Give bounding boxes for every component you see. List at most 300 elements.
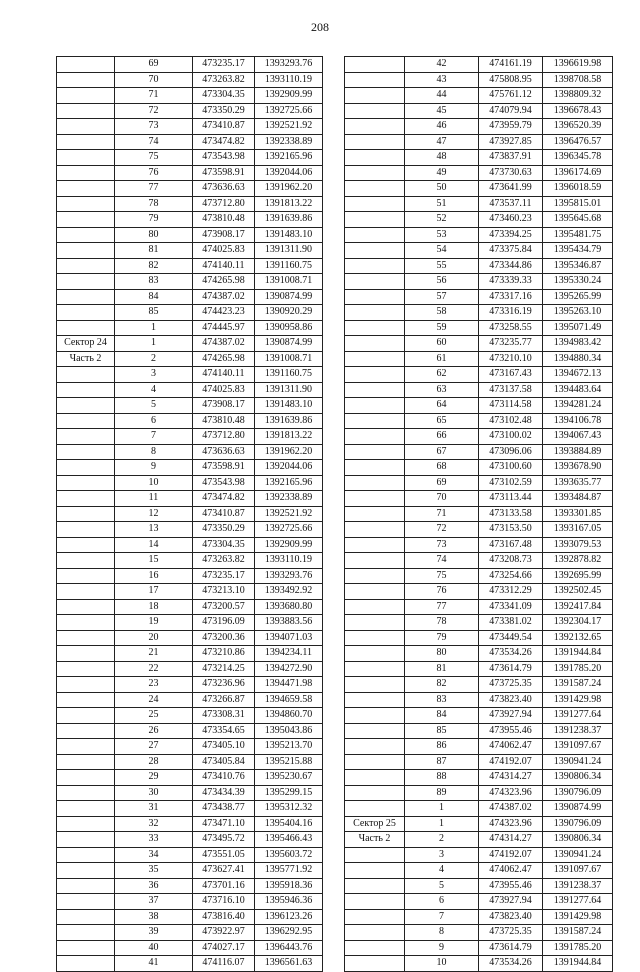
point-number-cell: 78 xyxy=(115,196,193,212)
sector-cell xyxy=(345,599,405,615)
y-coordinate-cell: 1390806.34 xyxy=(543,832,613,848)
x-coordinate-cell: 473471.10 xyxy=(193,816,255,832)
point-number-cell: 44 xyxy=(405,88,479,104)
x-coordinate-cell: 473210.10 xyxy=(479,351,543,367)
point-number-cell: 7 xyxy=(405,909,479,925)
table-row xyxy=(345,692,613,708)
x-coordinate-cell: 473636.63 xyxy=(193,181,255,197)
table-row xyxy=(57,72,323,88)
sector-cell xyxy=(345,739,405,755)
x-coordinate-cell: 474079.94 xyxy=(479,103,543,119)
table-row xyxy=(345,646,613,662)
sector-cell xyxy=(57,134,115,150)
table-row xyxy=(57,103,323,119)
point-number-cell: 5 xyxy=(115,398,193,414)
point-number-cell: 80 xyxy=(115,227,193,243)
sector-cell xyxy=(345,475,405,491)
y-coordinate-cell: 1395265.99 xyxy=(543,289,613,305)
point-number-cell: 6 xyxy=(405,894,479,910)
point-number-cell: 87 xyxy=(405,754,479,770)
x-coordinate-cell: 473153.50 xyxy=(479,522,543,538)
point-number-cell: 46 xyxy=(405,119,479,135)
table-row xyxy=(57,878,323,894)
sector-cell xyxy=(345,568,405,584)
y-coordinate-cell: 1392417.84 xyxy=(543,599,613,615)
point-number-cell: 43 xyxy=(405,72,479,88)
x-coordinate-cell: 473266.87 xyxy=(193,692,255,708)
point-number-cell: 69 xyxy=(405,475,479,491)
point-number-cell: 10 xyxy=(405,956,479,972)
y-coordinate-cell: 1395330.24 xyxy=(543,274,613,290)
point-number-cell: 39 xyxy=(115,925,193,941)
y-coordinate-cell: 1391311.90 xyxy=(255,243,323,259)
y-coordinate-cell: 1395215.88 xyxy=(255,754,323,770)
sector-cell xyxy=(57,258,115,274)
table-row xyxy=(345,568,613,584)
point-number-cell: 3 xyxy=(115,367,193,383)
y-coordinate-cell: 1391429.98 xyxy=(543,692,613,708)
point-number-cell: 84 xyxy=(405,708,479,724)
y-coordinate-cell: 1395263.10 xyxy=(543,305,613,321)
point-number-cell: 63 xyxy=(405,382,479,398)
table-row xyxy=(57,165,323,181)
x-coordinate-cell: 473725.35 xyxy=(479,925,543,941)
sector-cell xyxy=(57,88,115,104)
y-coordinate-cell: 1390796.09 xyxy=(543,785,613,801)
x-coordinate-cell: 473614.79 xyxy=(479,661,543,677)
y-coordinate-cell: 1394471.98 xyxy=(255,677,323,693)
point-number-cell: 77 xyxy=(115,181,193,197)
point-number-cell: 23 xyxy=(115,677,193,693)
point-number-cell: 89 xyxy=(405,785,479,801)
x-coordinate-cell: 473927.85 xyxy=(479,134,543,150)
table-row xyxy=(57,119,323,135)
x-coordinate-cell: 473405.84 xyxy=(193,754,255,770)
sector-cell xyxy=(57,553,115,569)
point-number-cell: 15 xyxy=(115,553,193,569)
sector-cell xyxy=(57,832,115,848)
sector-cell xyxy=(57,816,115,832)
x-coordinate-cell: 473495.72 xyxy=(193,832,255,848)
sector-cell xyxy=(57,320,115,336)
point-number-cell: 69 xyxy=(115,57,193,73)
table-row xyxy=(57,832,323,848)
table-row xyxy=(57,320,323,336)
point-number-cell: 10 xyxy=(115,475,193,491)
point-number-cell: 24 xyxy=(115,692,193,708)
table-row xyxy=(345,103,613,119)
point-number-cell: 78 xyxy=(405,615,479,631)
x-coordinate-cell: 474423.23 xyxy=(193,305,255,321)
x-coordinate-cell: 474323.96 xyxy=(479,816,543,832)
y-coordinate-cell: 1396520.39 xyxy=(543,119,613,135)
y-coordinate-cell: 1395213.70 xyxy=(255,739,323,755)
x-coordinate-cell: 473167.43 xyxy=(479,367,543,383)
sector-cell xyxy=(57,940,115,956)
y-coordinate-cell: 1391587.24 xyxy=(543,925,613,941)
sector-cell xyxy=(57,537,115,553)
table-row xyxy=(345,72,613,88)
sector-cell xyxy=(345,723,405,739)
table-row xyxy=(57,894,323,910)
sector-cell xyxy=(57,956,115,972)
point-number-cell: 12 xyxy=(115,506,193,522)
x-coordinate-cell: 473308.31 xyxy=(193,708,255,724)
y-coordinate-cell: 1395603.72 xyxy=(255,847,323,863)
y-coordinate-cell: 1391962.20 xyxy=(255,444,323,460)
y-coordinate-cell: 1391277.64 xyxy=(543,894,613,910)
sector-cell xyxy=(57,801,115,817)
table-row xyxy=(57,475,323,491)
x-coordinate-cell: 474323.96 xyxy=(479,785,543,801)
table-row xyxy=(57,429,323,445)
table-row xyxy=(57,336,323,352)
table-row xyxy=(57,847,323,863)
point-number-cell: 9 xyxy=(115,460,193,476)
sector-cell xyxy=(345,537,405,553)
table-row xyxy=(57,785,323,801)
sector-cell xyxy=(57,243,115,259)
sector-cell xyxy=(345,382,405,398)
sector-cell xyxy=(345,708,405,724)
point-number-cell: 53 xyxy=(405,227,479,243)
y-coordinate-cell: 1391097.67 xyxy=(543,739,613,755)
table-row xyxy=(345,739,613,755)
y-coordinate-cell: 1391785.20 xyxy=(543,661,613,677)
point-number-cell: 60 xyxy=(405,336,479,352)
x-coordinate-cell: 474387.02 xyxy=(479,801,543,817)
sector-cell xyxy=(345,398,405,414)
point-number-cell: 64 xyxy=(405,398,479,414)
y-coordinate-cell: 1395071.49 xyxy=(543,320,613,336)
table-row xyxy=(57,522,323,538)
y-coordinate-cell: 1394860.70 xyxy=(255,708,323,724)
point-number-cell: 48 xyxy=(405,150,479,166)
point-number-cell: 38 xyxy=(115,909,193,925)
y-coordinate-cell: 1391311.90 xyxy=(255,382,323,398)
sector-cell xyxy=(345,444,405,460)
table-row xyxy=(345,398,613,414)
point-number-cell: 71 xyxy=(115,88,193,104)
y-coordinate-cell: 1394483.64 xyxy=(543,382,613,398)
sector-cell: Часть 2 xyxy=(345,832,405,848)
sector-cell xyxy=(57,57,115,73)
sector-cell xyxy=(57,925,115,941)
point-number-cell: 31 xyxy=(115,801,193,817)
y-coordinate-cell: 1393635.77 xyxy=(543,475,613,491)
y-coordinate-cell: 1394071.03 xyxy=(255,630,323,646)
point-number-cell: 62 xyxy=(405,367,479,383)
x-coordinate-cell: 473394.25 xyxy=(479,227,543,243)
table-row xyxy=(345,382,613,398)
x-coordinate-cell: 473598.91 xyxy=(193,165,255,181)
x-coordinate-cell: 473102.48 xyxy=(479,413,543,429)
sector-cell xyxy=(345,925,405,941)
table-row xyxy=(57,599,323,615)
y-coordinate-cell: 1391785.20 xyxy=(543,940,613,956)
sector-cell: Сектор 25 xyxy=(345,816,405,832)
point-number-cell: 33 xyxy=(115,832,193,848)
y-coordinate-cell: 1393110.19 xyxy=(255,553,323,569)
sector-cell xyxy=(345,196,405,212)
sector-cell xyxy=(57,382,115,398)
y-coordinate-cell: 1393492.92 xyxy=(255,584,323,600)
point-number-cell: 70 xyxy=(115,72,193,88)
table-row xyxy=(345,816,613,832)
y-coordinate-cell: 1390920.29 xyxy=(255,305,323,321)
y-coordinate-cell: 1391639.86 xyxy=(255,413,323,429)
x-coordinate-cell: 473449.54 xyxy=(479,630,543,646)
table-row xyxy=(345,770,613,786)
sector-cell xyxy=(57,615,115,631)
sector-cell xyxy=(345,367,405,383)
point-number-cell: 27 xyxy=(115,739,193,755)
sector-cell xyxy=(57,677,115,693)
y-coordinate-cell: 1395346.87 xyxy=(543,258,613,274)
sector-cell xyxy=(345,584,405,600)
sector-cell xyxy=(57,367,115,383)
sector-cell xyxy=(57,444,115,460)
point-number-cell: 30 xyxy=(115,785,193,801)
x-coordinate-cell: 473114.58 xyxy=(479,398,543,414)
y-coordinate-cell: 1392338.89 xyxy=(255,134,323,150)
y-coordinate-cell: 1395481.75 xyxy=(543,227,613,243)
point-number-cell: 66 xyxy=(405,429,479,445)
point-number-cell: 42 xyxy=(405,57,479,73)
x-coordinate-cell: 473543.98 xyxy=(193,475,255,491)
table-row xyxy=(345,506,613,522)
sector-cell xyxy=(57,661,115,677)
y-coordinate-cell: 1390874.99 xyxy=(543,801,613,817)
y-coordinate-cell: 1393293.76 xyxy=(255,57,323,73)
x-coordinate-cell: 473208.73 xyxy=(479,553,543,569)
sector-cell xyxy=(345,320,405,336)
x-coordinate-cell: 473823.40 xyxy=(479,909,543,925)
table-row xyxy=(57,351,323,367)
x-coordinate-cell: 473213.10 xyxy=(193,584,255,600)
sector-cell xyxy=(345,506,405,522)
x-coordinate-cell: 474140.11 xyxy=(193,367,255,383)
sector-cell xyxy=(57,413,115,429)
y-coordinate-cell: 1394672.13 xyxy=(543,367,613,383)
sector-cell xyxy=(57,150,115,166)
sector-cell xyxy=(345,336,405,352)
y-coordinate-cell: 1395404.16 xyxy=(255,816,323,832)
table-row xyxy=(57,444,323,460)
sector-cell xyxy=(57,863,115,879)
point-number-cell: 20 xyxy=(115,630,193,646)
point-number-cell: 51 xyxy=(405,196,479,212)
point-number-cell: 80 xyxy=(405,646,479,662)
point-number-cell: 57 xyxy=(405,289,479,305)
sector-cell xyxy=(345,165,405,181)
y-coordinate-cell: 1391587.24 xyxy=(543,677,613,693)
x-coordinate-cell: 473460.23 xyxy=(479,212,543,228)
table-row xyxy=(345,150,613,166)
table-row xyxy=(345,475,613,491)
x-coordinate-cell: 473701.16 xyxy=(193,878,255,894)
sector-cell xyxy=(57,506,115,522)
y-coordinate-cell: 1394983.42 xyxy=(543,336,613,352)
table-row xyxy=(345,553,613,569)
point-number-cell: 1 xyxy=(115,320,193,336)
sector-cell xyxy=(57,599,115,615)
point-number-cell: 81 xyxy=(115,243,193,259)
y-coordinate-cell: 1395434.79 xyxy=(543,243,613,259)
sector-cell xyxy=(345,553,405,569)
table-row xyxy=(345,243,613,259)
table-row xyxy=(345,134,613,150)
table-row xyxy=(57,816,323,832)
point-number-cell: 73 xyxy=(115,119,193,135)
table-row xyxy=(345,119,613,135)
table-row xyxy=(345,677,613,693)
y-coordinate-cell: 1393079.53 xyxy=(543,537,613,553)
point-number-cell: 6 xyxy=(115,413,193,429)
point-number-cell: 65 xyxy=(405,413,479,429)
x-coordinate-cell: 473410.87 xyxy=(193,506,255,522)
table-row xyxy=(345,847,613,863)
x-coordinate-cell: 473410.87 xyxy=(193,119,255,135)
x-coordinate-cell: 474062.47 xyxy=(479,739,543,755)
x-coordinate-cell: 473341.09 xyxy=(479,599,543,615)
point-number-cell: 35 xyxy=(115,863,193,879)
x-coordinate-cell: 474265.98 xyxy=(193,274,255,290)
table-row xyxy=(57,398,323,414)
sector-cell xyxy=(345,243,405,259)
sector-cell xyxy=(57,522,115,538)
point-number-cell: 68 xyxy=(405,460,479,476)
x-coordinate-cell: 473200.57 xyxy=(193,599,255,615)
table-row xyxy=(57,274,323,290)
sector-cell xyxy=(345,134,405,150)
y-coordinate-cell: 1391944.84 xyxy=(543,956,613,972)
sector-cell xyxy=(57,212,115,228)
x-coordinate-cell: 474025.83 xyxy=(193,243,255,259)
table-row xyxy=(345,320,613,336)
table-row xyxy=(345,925,613,941)
x-coordinate-cell: 473350.29 xyxy=(193,522,255,538)
point-number-cell: 5 xyxy=(405,878,479,894)
table-row xyxy=(57,801,323,817)
y-coordinate-cell: 1392132.65 xyxy=(543,630,613,646)
point-number-cell: 9 xyxy=(405,940,479,956)
x-coordinate-cell: 473810.48 xyxy=(193,413,255,429)
x-coordinate-cell: 474387.02 xyxy=(193,336,255,352)
point-number-cell: 2 xyxy=(405,832,479,848)
x-coordinate-cell: 473100.02 xyxy=(479,429,543,445)
sector-cell xyxy=(345,212,405,228)
point-number-cell: 54 xyxy=(405,243,479,259)
table-row xyxy=(345,584,613,600)
y-coordinate-cell: 1391238.37 xyxy=(543,878,613,894)
x-coordinate-cell: 474062.47 xyxy=(479,863,543,879)
x-coordinate-cell: 473534.26 xyxy=(479,956,543,972)
table-body xyxy=(57,57,323,972)
table-row xyxy=(345,863,613,879)
sector-cell xyxy=(57,692,115,708)
x-coordinate-cell: 473317.16 xyxy=(479,289,543,305)
sector-cell xyxy=(57,196,115,212)
y-coordinate-cell: 1394234.11 xyxy=(255,646,323,662)
x-coordinate-cell: 474387.02 xyxy=(193,289,255,305)
y-coordinate-cell: 1395299.15 xyxy=(255,785,323,801)
x-coordinate-cell: 473316.19 xyxy=(479,305,543,321)
x-coordinate-cell: 473823.40 xyxy=(479,692,543,708)
point-number-cell: 37 xyxy=(115,894,193,910)
y-coordinate-cell: 1392878.82 xyxy=(543,553,613,569)
y-coordinate-cell: 1392304.17 xyxy=(543,615,613,631)
y-coordinate-cell: 1390958.86 xyxy=(255,320,323,336)
table-row xyxy=(57,57,323,73)
point-number-cell: 84 xyxy=(115,289,193,305)
y-coordinate-cell: 1398708.58 xyxy=(543,72,613,88)
y-coordinate-cell: 1393301.85 xyxy=(543,506,613,522)
point-number-cell: 11 xyxy=(115,491,193,507)
x-coordinate-cell: 473730.63 xyxy=(479,165,543,181)
x-coordinate-cell: 473096.06 xyxy=(479,444,543,460)
sector-cell xyxy=(345,150,405,166)
sector-cell xyxy=(57,878,115,894)
sector-cell xyxy=(57,630,115,646)
point-number-cell: 34 xyxy=(115,847,193,863)
sector-cell xyxy=(57,305,115,321)
table-row xyxy=(345,258,613,274)
point-number-cell: 76 xyxy=(405,584,479,600)
point-number-cell: 28 xyxy=(115,754,193,770)
point-number-cell: 25 xyxy=(115,708,193,724)
table-row xyxy=(345,351,613,367)
x-coordinate-cell: 473375.84 xyxy=(479,243,543,259)
y-coordinate-cell: 1393484.87 xyxy=(543,491,613,507)
point-number-cell: 1 xyxy=(115,336,193,352)
x-coordinate-cell: 473133.58 xyxy=(479,506,543,522)
sector-cell xyxy=(345,258,405,274)
x-coordinate-cell: 474116.07 xyxy=(193,956,255,972)
point-number-cell: 72 xyxy=(405,522,479,538)
sector-cell xyxy=(345,909,405,925)
x-coordinate-cell: 473434.39 xyxy=(193,785,255,801)
table-row xyxy=(57,227,323,243)
sector-cell: Сектор 24 xyxy=(57,336,115,352)
y-coordinate-cell: 1390874.99 xyxy=(255,289,323,305)
table-row xyxy=(345,57,613,73)
table-row xyxy=(345,894,613,910)
x-coordinate-cell: 473712.80 xyxy=(193,196,255,212)
x-coordinate-cell: 473922.97 xyxy=(193,925,255,941)
point-number-cell: 81 xyxy=(405,661,479,677)
table-row xyxy=(57,692,323,708)
y-coordinate-cell: 1392521.92 xyxy=(255,119,323,135)
x-coordinate-cell: 474314.27 xyxy=(479,832,543,848)
x-coordinate-cell: 473816.40 xyxy=(193,909,255,925)
x-coordinate-cell: 473304.35 xyxy=(193,537,255,553)
x-coordinate-cell: 473551.05 xyxy=(193,847,255,863)
table-row xyxy=(57,506,323,522)
y-coordinate-cell: 1394281.24 xyxy=(543,398,613,414)
y-coordinate-cell: 1396619.98 xyxy=(543,57,613,73)
x-coordinate-cell: 473210.86 xyxy=(193,646,255,662)
point-number-cell: 50 xyxy=(405,181,479,197)
table-row xyxy=(345,336,613,352)
table-row xyxy=(345,785,613,801)
point-number-cell: 8 xyxy=(405,925,479,941)
point-number-cell: 36 xyxy=(115,878,193,894)
point-number-cell: 14 xyxy=(115,537,193,553)
sector-cell xyxy=(57,227,115,243)
x-coordinate-cell: 474192.07 xyxy=(479,847,543,863)
y-coordinate-cell: 1393680.80 xyxy=(255,599,323,615)
